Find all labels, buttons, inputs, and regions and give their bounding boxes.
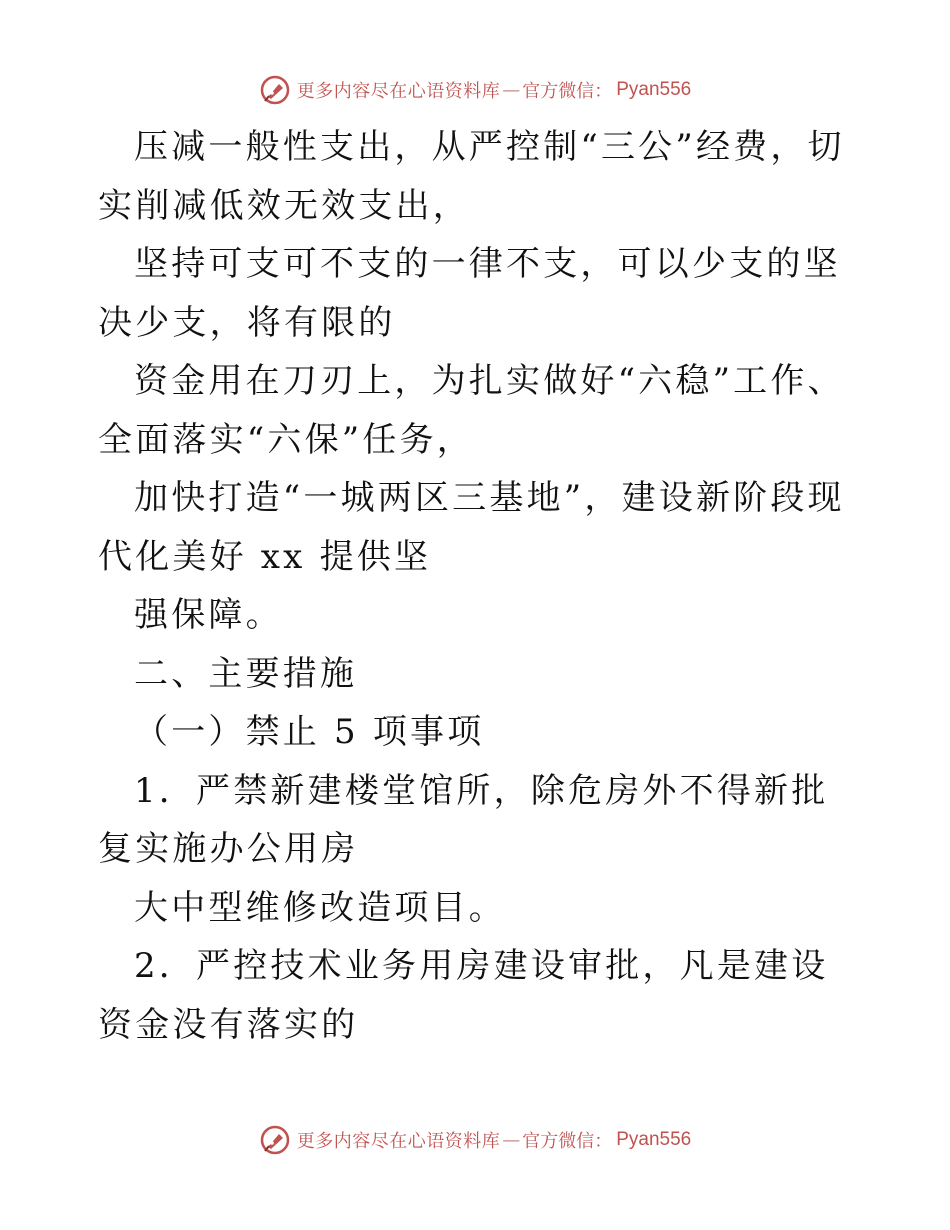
paragraph: 坚持可支可不支的一律不支，可以少支的坚决少支，将有限的 [98, 244, 841, 343]
list-item: 2．严控技术业务用房建设审批，凡是建设资金没有落实的 [98, 946, 829, 1045]
header-dash: — [502, 79, 521, 101]
footer-dash: — [502, 1129, 521, 1151]
footer-promo-text: 更多内容尽在心语资料库 [296, 1131, 501, 1152]
paragraph: 加快打造“一城两区三基地”，建设新阶段现代化美好 xx 提供坚 [98, 478, 845, 577]
section-heading: 二、主要措施 [134, 653, 358, 694]
list-item: 1．严禁新建楼堂馆所，除危房外不得新批复实施办公用房 [98, 770, 829, 869]
footer-wechat-id: Pyan556 [616, 1129, 692, 1150]
pen-nib-logo-icon [259, 74, 291, 106]
footer-wechat-label: 官方微信： [522, 1131, 613, 1152]
paragraph: 大中型维修改造项目。 [134, 887, 506, 928]
header-watermark-banner [0, 70, 950, 110]
header-promo-text: 更多内容尽在心语资料库 [296, 81, 501, 102]
paragraph: 强保障。 [134, 595, 283, 635]
paragraph: 资金用在刀刃上，为扎实做好“六稳”工作、全面落实“六保”任务， [98, 361, 845, 460]
pen-nib-logo-icon [259, 1124, 291, 1156]
header-wechat-id: Pyan556 [616, 79, 692, 100]
subsection-heading: （一）禁止 5 项事项 [134, 712, 485, 752]
paragraph: 压减一般性支出，从严控制“三公”经费，切实削减低效无效支出， [98, 127, 845, 226]
header-wechat-label: 官方微信： [522, 81, 613, 102]
footer-watermark-banner [0, 1120, 950, 1160]
document-body [98, 118, 858, 1054]
